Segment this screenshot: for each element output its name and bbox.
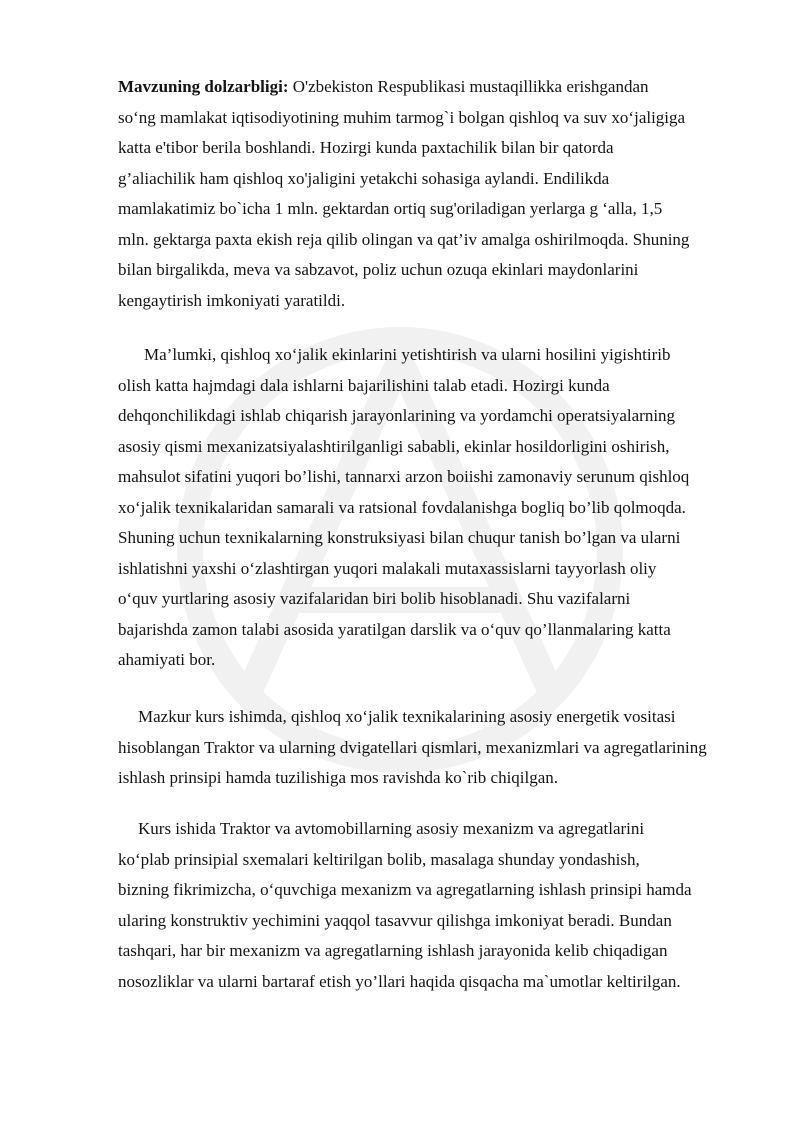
paragraph-line: mamlakatimiz bo`icha 1 mln. gektardan ortiq sug'oriladigan yerlarga g ‘alla, 1,5 [118, 199, 663, 218]
paragraph-line: olish katta hajmdagi dala ishlarni bajarilishini talab etadi. Hozirgi kunda [118, 375, 610, 395]
paragraph-line: hisoblangan Traktor va ularning dvigatellari qismlari, mexanizmlari va agregatlarining [118, 737, 707, 757]
paragraph-line: Kurs ishida Traktor va avtomobillarning asosiy mexanizm va agregatlarini [138, 819, 645, 838]
paragraph-line: ahamiyati bor. [118, 650, 216, 669]
paragraph-line: ishlash prinsipi hamda tuzilishiga mos ravishda ko`rib chiqilgan. [118, 768, 559, 787]
paragraph-line: katta e'tibor berila boshlandi. Hozirgi kunda paxtachilik bilan bir qatorda [118, 138, 614, 157]
paragraph-line: tashqari, har bir mexanizm va agregatlarning ishlash jarayonida kelib chiqadigan [118, 941, 668, 960]
paragraph-line: Mazkur kurs ishimda, qishloq xo‘jalik texnikalarining asosiy energetik vositasi [138, 707, 676, 726]
paragraph-line: xo‘jalik texnikalaridan samarali va ratsional fovdalanishga bogliq bo’lib qolmoqda. [118, 497, 686, 517]
paragraph-line: nosozliklar va ularni bartaraf etish yo’llari haqida qisqacha ma`umotlar keltirilgan. [118, 971, 681, 991]
paragraph-line: bilan birgalikda, meva va sabzavot, poliz uchun ozuqa ekinlari maydonlarini [118, 260, 639, 279]
paragraph-line: o‘quv yurtlaring asosiy vazifalaridan biri bolib hisoblanadi. Shu vazifalarni [118, 589, 631, 608]
paragraph-line: ko‘plab prinsipial sxemalari keltirilgan bolib, masalaga shunday yondashish, [118, 849, 640, 869]
paragraph-line: Ma’lumki, qishloq xo‘jalik ekinlarini yetishtirish va ularni hosilini yigishtirib [144, 345, 671, 364]
paragraph-line: kengaytirish imkoniyati yaratildi. [118, 290, 346, 310]
paragraph-mechanization [118, 340, 778, 676]
paragraph-line: mahsulot sifatini yuqori bo’lishi, tannarxi arzon boiishi zamonaviy serunum qishloq [118, 467, 690, 486]
paragraph-relevance [118, 72, 778, 316]
paragraph-line-text: O'zbekiston Respublikasi mustaqillikka erishgandan [288, 77, 649, 96]
paragraph-line: Shuning uchun texnikalarning konstruksiyasi bilan chuqur tanish bo’lgan va ularni [118, 528, 681, 547]
relevance-heading: Mavzuning dolzarbligi: [118, 77, 289, 96]
paragraph-line: so‘ng mamlakat iqtisodiyotining muhim tarmog`i bolgan qishloq va suv xo‘jaligiga [118, 107, 686, 127]
paragraph-line: mln. gektarga paxta ekish reja qilib olingan va qat’iv amalga oshirilmoqda. Shuning [118, 229, 690, 249]
paragraph-line: g’aliachilik ham qishloq xo'jaligini yetakchi sohasiga aylandi. Endilikda [118, 168, 610, 188]
paragraph-line: dehqonchilikdagi ishlab chiqarish jarayonlarining va yordamchi operatsiyalarning [118, 406, 676, 425]
paragraph-course-content [118, 814, 778, 997]
paragraph-line: bajarishda zamon talabi asosida yaratilgan darslik va o‘quv qo’llanmalaring katta [118, 619, 671, 639]
paragraph-line: ishlatishni yaxshi o‘zlashtirgan yuqori malakali mutaxassislarni tayyorlash oliy [118, 558, 657, 578]
paragraph-line: ularing konstruktiv yechimini yaqqol tasavvur qilishga imkoniyat beradi. Bundan [118, 910, 672, 930]
paragraph-line: bizning fikrimizcha, o‘quvchiga mexanizm va agregatlarning ishlash prinsipi hamda [118, 880, 692, 899]
paragraph-line [118, 72, 778, 103]
paragraph-course-scope [118, 702, 778, 794]
paragraph-line: asosiy qismi mexanizatsiyalashtirilganligi sababli, ekinlar hosildorligini oshirish, [118, 436, 670, 456]
